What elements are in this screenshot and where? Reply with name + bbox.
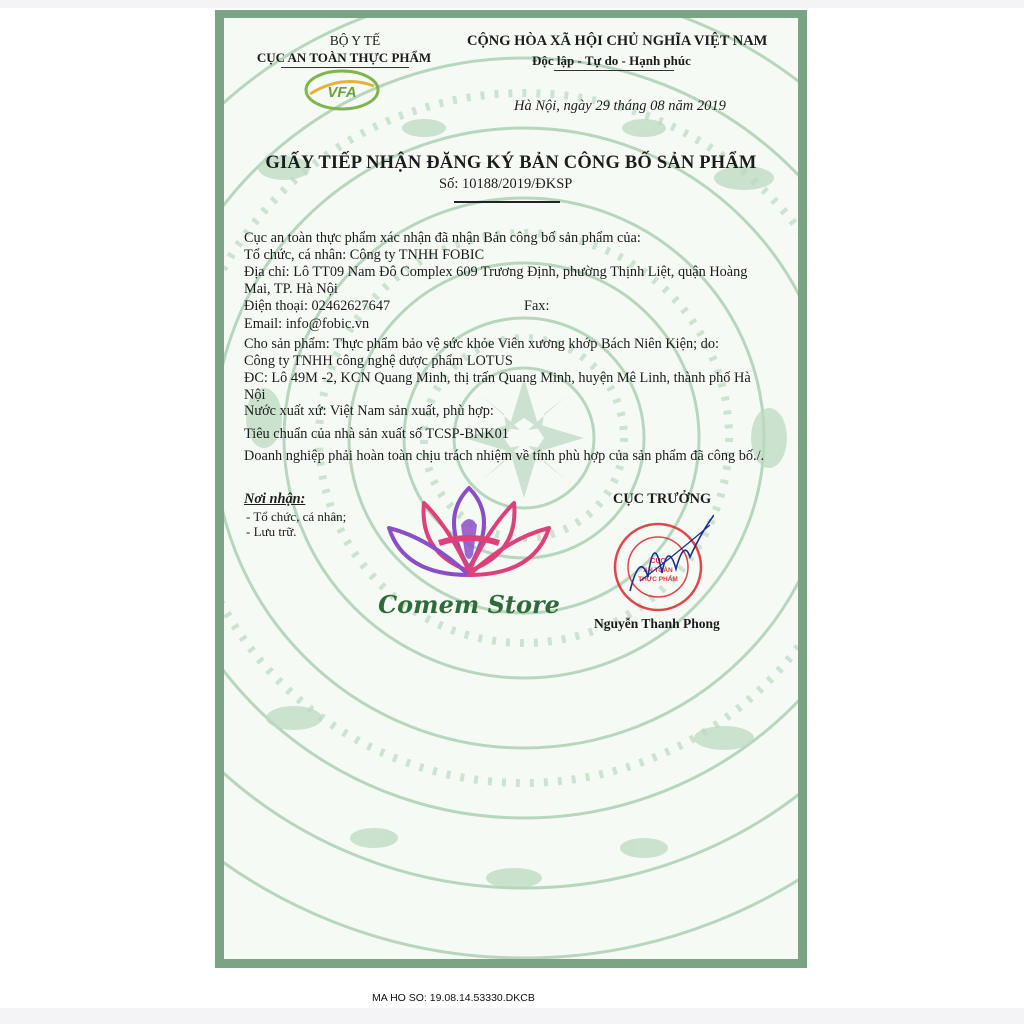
title-underline — [454, 201, 560, 203]
email-line: Email: info@fobic.vn — [244, 316, 370, 332]
director-title: CỤC TRƯỞNG — [613, 491, 712, 507]
document-number: Số: 10188/2019/ĐKSP — [439, 176, 573, 192]
manufacturer-address-line-1: ĐC: Lô 49M -2, KCN Quang Minh, thị trấn Quang Minh, huyện Mê Linh, thành phố Hà — [244, 370, 751, 386]
recipient-item: - Tổ chức, cá nhân; — [246, 509, 347, 524]
svg-text:AN TOÀN: AN TOÀN — [643, 567, 673, 574]
origin-line: Nước xuất xứ: Việt Nam sản xuất, phù hợp: — [244, 403, 494, 419]
svg-text:Comem Store: Comem Store — [378, 590, 560, 619]
phone-line: Điện thoại: 02462627647 — [244, 298, 391, 314]
manufacturer-line: Công ty TNHH công nghệ dược phẩm LOTUS — [244, 353, 513, 369]
manufacturer-address-line-2: Nội — [244, 387, 266, 403]
republic-heading: CỘNG HÒA XÃ HỘI CHỦ NGHĨA VIỆT NAM — [467, 33, 768, 49]
responsibility-line: Doanh nghiệp phải hoàn toàn chịu trách nhiệm về tính phù hợp của sản phẩm đã công bố./. — [244, 448, 765, 464]
address-line-1: Địa chỉ: Lô TT09 Nam Đô Complex 609 Trương Định, phường Thịnh Liệt, quận Hoàng — [244, 264, 748, 280]
address-line-2: Mai, TP. Hà Nội — [244, 281, 338, 297]
comem-store-watermark — [369, 483, 569, 628]
product-line: Cho sản phẩm: Thực phẩm bảo vệ sức khỏe Viên xương khớp Bách Niên Kiện; do: — [244, 336, 719, 352]
certificate-frame — [215, 10, 807, 968]
agency-name: CỤC AN TOÀN THỰC PHẨM — [256, 50, 432, 65]
national-motto: Độc lập - Tự do - Hạnh phúc — [532, 53, 691, 68]
motto-underline — [554, 70, 674, 71]
official-stamp — [610, 511, 714, 615]
ministry-name: BỘ Y TẾ — [329, 33, 381, 48]
standard-line: Tiêu chuẩn của nhà sản xuất số TCSP-BNK01 — [244, 426, 509, 442]
recipients-heading: Nơi nhận: — [244, 491, 306, 507]
svg-text:THỰC PHẨM: THỰC PHẨM — [638, 576, 678, 583]
svg-text:VFA: VFA — [327, 84, 357, 101]
vfa-logo — [302, 68, 382, 112]
organization-line: Tổ chức, cá nhân: Công ty TNHH FOBIC — [244, 247, 485, 263]
certificate-paper — [224, 18, 798, 959]
top-strip — [0, 0, 1024, 8]
director-name: Nguyễn Thanh Phong — [594, 616, 720, 631]
bottom-strip — [0, 1008, 1024, 1024]
svg-text:CỤC: CỤC — [650, 558, 666, 565]
dossier-code: MA HO SO: 19.08.14.53330.DKCB — [372, 992, 535, 1004]
document-title: GIẤY TIẾP NHẬN ĐĂNG KÝ BẢN CÔNG BỐ SẢN PHẨM — [265, 153, 757, 173]
issue-date: Hà Nội, ngày 29 tháng 08 năm 2019 — [514, 98, 726, 114]
fax-line: Fax: — [524, 298, 550, 314]
intro-line: Cục an toàn thực phẩm xác nhận đã nhận Bản công bố sản phẩm của: — [244, 230, 641, 246]
recipient-item: - Lưu trữ. — [246, 524, 297, 539]
